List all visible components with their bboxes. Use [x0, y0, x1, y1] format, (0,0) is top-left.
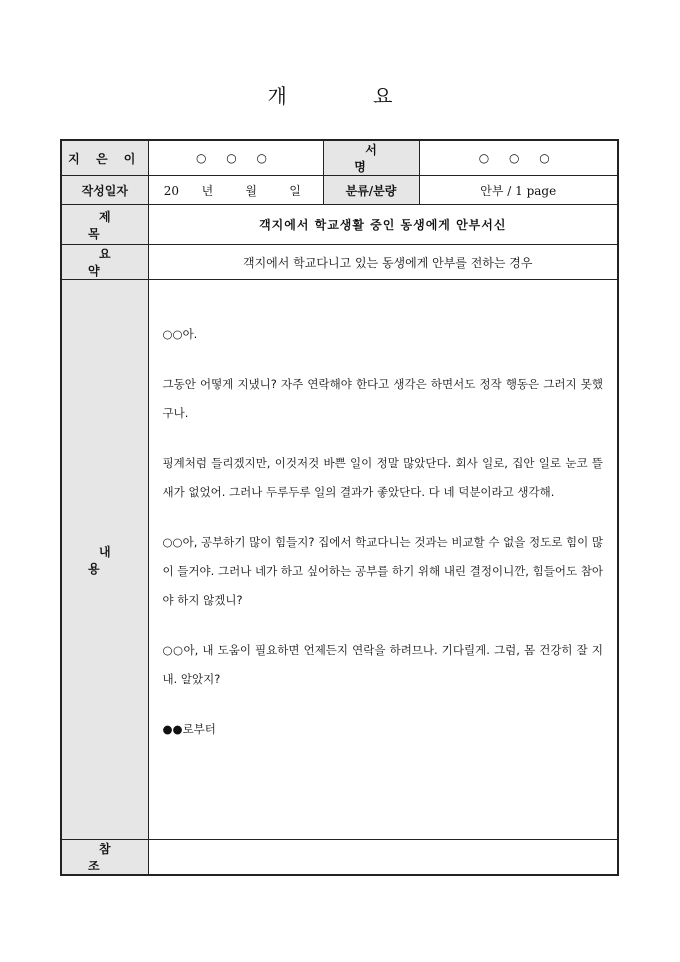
content-label: 내 용 [61, 280, 148, 840]
form-table [60, 139, 619, 876]
content-body [148, 280, 618, 840]
author-value: ○ ○ ○ [148, 140, 323, 176]
date-row [61, 176, 618, 205]
date-year: 20 [163, 183, 180, 198]
summary-row [61, 245, 618, 280]
signature-value: ○ ○ ○ [419, 140, 618, 176]
summary-value: 객지에서 학교다니고 있는 동생에게 안부를 전하는 경우 [148, 245, 618, 280]
date-value [148, 176, 323, 205]
content-row [61, 280, 618, 840]
date-year-unit: 년 [201, 183, 214, 198]
category-value: 안부 / 1 page [419, 176, 618, 205]
summary-label: 요 약 [61, 245, 148, 280]
reference-row [61, 840, 618, 876]
reference-label: 참 조 [61, 840, 148, 876]
letter-signoff: ●●로부터 [162, 722, 216, 736]
letter-paragraph-2: 핑계처럼 들리겠지만, 이것저것 바쁜 일이 정말 많았단다. 회사 일로, 집안 일로 눈코 뜰 새가 없었어. 그러나 두루두루 일의 결과가 좋았단다. 다 네 덕분이라고 생각해. [162, 456, 603, 499]
subject-value: 객지에서 학교생활 중인 동생에게 안부서신 [148, 205, 618, 245]
document-title: 개 요 [267, 84, 433, 108]
date-label: 작성일자 [61, 176, 148, 205]
date-month-unit: 월 [245, 183, 257, 198]
letter-greeting: ○○아. [162, 327, 198, 341]
subject-row [61, 205, 618, 245]
author-row [61, 140, 618, 176]
letter-paragraph-4: ○○아, 내 도움이 필요하면 언제든지 연락을 하려므나. 기다릴게. 그럼, 몸 건강히 잘 지내. 알았지? [162, 643, 603, 686]
letter-paragraph-1: 그동안 어떻게 지냈니? 자주 연락해야 한다고 생각은 하면서도 정작 행동은 그러지 못했구나. [162, 377, 603, 420]
letter-paragraph-3: ○○아, 공부하기 많이 힘들지? 집에서 학교다니는 것과는 비교할 수 없을 정도로 힘이 많이 들거야. 그러나 네가 하고 싶어하는 공부를 하기 위해 내린 결정이니깐, 힘들어도 참아야 하지 않겠니? [162, 535, 603, 607]
date-day-unit: 일 [289, 183, 301, 198]
reference-value [148, 840, 618, 876]
category-label: 분류/분량 [323, 176, 419, 205]
author-label: 지 은 이 [61, 140, 148, 176]
signature-label: 서 명 [323, 140, 419, 176]
subject-label: 제 목 [61, 205, 148, 245]
